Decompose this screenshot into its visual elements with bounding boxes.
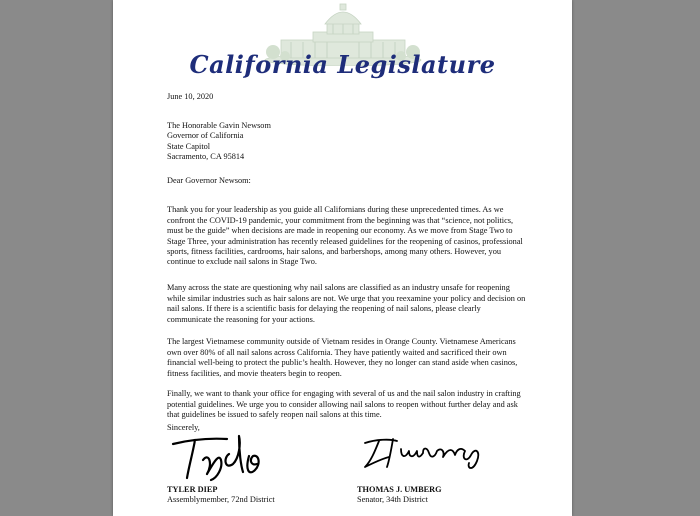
letterhead-title: California Legislature [189, 50, 496, 79]
signer-name: TYLER DIEP [167, 485, 218, 494]
signer-title: Assemblymember, 72nd District [167, 495, 275, 505]
body-paragraph: The largest Vietnamese community outside of Vietnam resides in Orange County. Vietnamese Americans own over 80% of all nail salons across California. They have patiently waited and sacrificed their own financial well-being to protect the public’s health. However, they no longer can stand aside when casinos, fitness facilities, and movie theaters begin to reopen. [167, 337, 518, 378]
recipient-city: Sacramento, CA 95814 [167, 152, 245, 162]
letter-date: June 10, 2020 [167, 92, 214, 101]
letter-page [113, 0, 572, 516]
body-paragraph: Thank you for your leadership as you guide all Californians during these unprecedented times. As we confront the COVID-19 pandemic, your commitment from the beginning was that “science, not politics, must be the guide” when decisions are made in reopening our economy. As we move from Stage Two to Stage Three, your administration has recently released guidelines for the reopening of casinos, professional sports, fitness facilities, cardrooms, hair salons, and barbershops, among many others. However, you continue to exclude nail salons in Stage Two. [167, 205, 523, 267]
recipient-address [167, 121, 527, 163]
signer-block [357, 485, 442, 506]
letterhead [113, 0, 572, 86]
body-paragraph: Finally, we want to thank your office for engaging with several of us and the nail salon industry in crafting potential guidelines. We urge you to consider allowing nail salons to reopen without further delay and ask that guidelines be issued to safely reopen nail salons at this time. [167, 389, 521, 420]
body-paragraph: Many across the state are questioning why nail salons are classified as an industry unsafe for reopening while similar industries such as hair salons are not. We urge that you reexamine your policy and decision on nail salons. If there is a scientific basis for delaying the reopening of nail salons, please clearly communicate the reasoning for your actions. [167, 283, 526, 324]
signature-tyler-diep [169, 430, 279, 482]
recipient-title: Governor of California [167, 131, 244, 141]
signer-block [167, 485, 275, 506]
salutation: Dear Governor Newsom: [167, 176, 251, 185]
closing: Sincerely, [167, 423, 200, 432]
signer-name: THOMAS J. UMBERG [357, 485, 442, 494]
signer-title: Senator, 34th District [357, 495, 428, 505]
recipient-name: The Honorable Gavin Newsom [167, 121, 271, 130]
recipient-building: State Capitol [167, 141, 211, 151]
signature-thomas-umberg [357, 433, 497, 473]
